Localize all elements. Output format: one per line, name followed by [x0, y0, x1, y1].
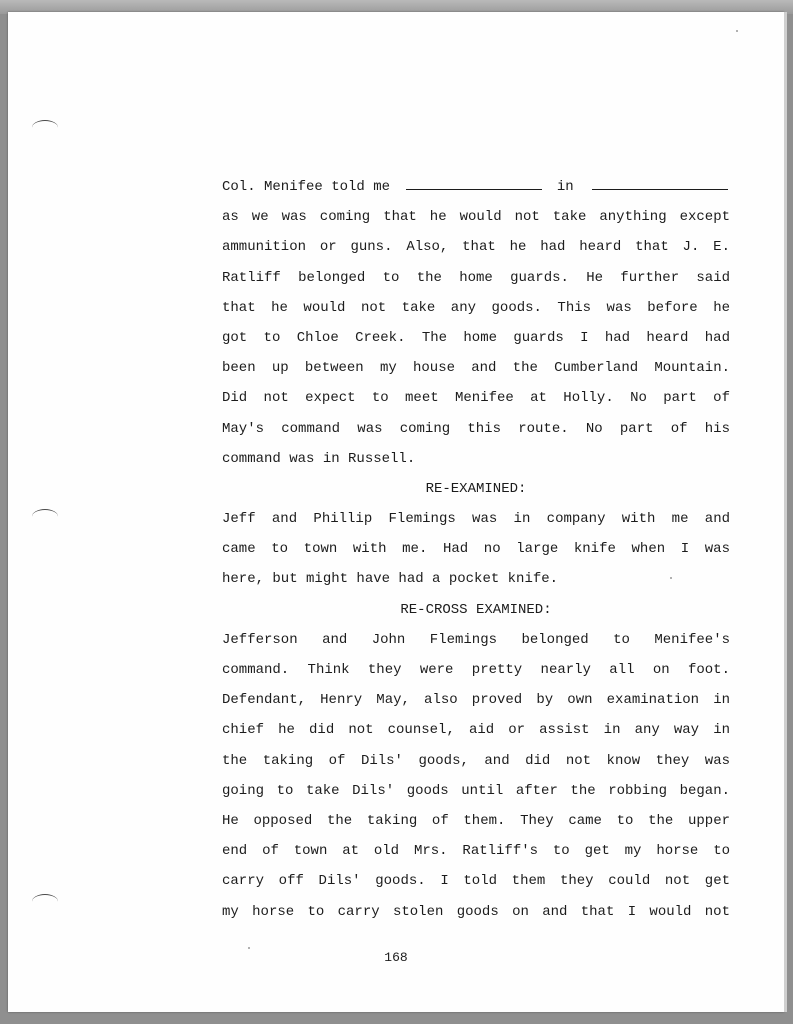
text-line: the taking of Dils' goods, and did not know they was [222, 752, 730, 769]
scan-speck [736, 30, 738, 32]
testimony-text [222, 172, 730, 927]
text-line: command was in Russell. [222, 450, 416, 467]
text-line: that he would not take any goods. This was before he [222, 299, 730, 316]
punch-hole-mark-middle [32, 509, 58, 524]
text-line: Defendant, Henry May, also proved by own examination in [222, 692, 730, 709]
text-line: command. Think they were pretty nearly all on foot. [222, 662, 730, 678]
text-line: going to take Dils' goods until after the robbing began. [222, 782, 730, 799]
text-line: my horse to carry stolen goods on and that I would not [222, 903, 730, 920]
text-lines [222, 202, 730, 927]
text-line: ammunition or guns. Also, that he had heard that J. E. [222, 239, 730, 256]
text-line: May's command was coming this route. No part of his [222, 420, 730, 437]
text-line: Did not expect to meet Menifee at Holly. No part of [222, 390, 730, 407]
document-page [8, 12, 784, 1012]
first-line [222, 172, 730, 202]
first-line-part2: in [556, 179, 574, 195]
text-line: got to Chloe Creek. The home guards I had heard had [222, 329, 730, 346]
section-heading: RE-EXAMINED: [425, 480, 527, 497]
text-line: been up between my house and the Cumberland Mountain. [222, 360, 730, 377]
section-heading: RE-CROSS EXAMINED: [400, 601, 552, 618]
text-line: He opposed the taking of them. They came to the upper [222, 812, 730, 829]
blank-line [592, 177, 728, 190]
text-line: Jefferson and John Flemings belonged to Menifee's [222, 631, 730, 648]
text-line: chief he did not counsel, aid or assist in any way in [222, 722, 730, 739]
text-line: here, but might have had a pocket knife. [222, 571, 559, 588]
blank-line [406, 177, 542, 190]
page-number: 168 [384, 950, 408, 965]
first-line-part1: Col. Menifee told me [222, 179, 391, 195]
text-line: carry off Dils' goods. I told them they could not get [222, 873, 730, 890]
text-line: end of town at old Mrs. Ratliff's to get my horse to [222, 843, 730, 860]
punch-hole-mark-bottom [32, 894, 58, 909]
text-line: came to town with me. Had no large knife when I was [222, 541, 730, 558]
text-line: as we was coming that he would not take anything except [222, 209, 730, 226]
scan-speck [248, 947, 250, 949]
punch-hole-mark-top [32, 120, 58, 135]
text-line: Ratliff belonged to the home guards. He further said [222, 269, 730, 286]
text-line: Jeff and Phillip Flemings was in company with me and [222, 511, 730, 528]
